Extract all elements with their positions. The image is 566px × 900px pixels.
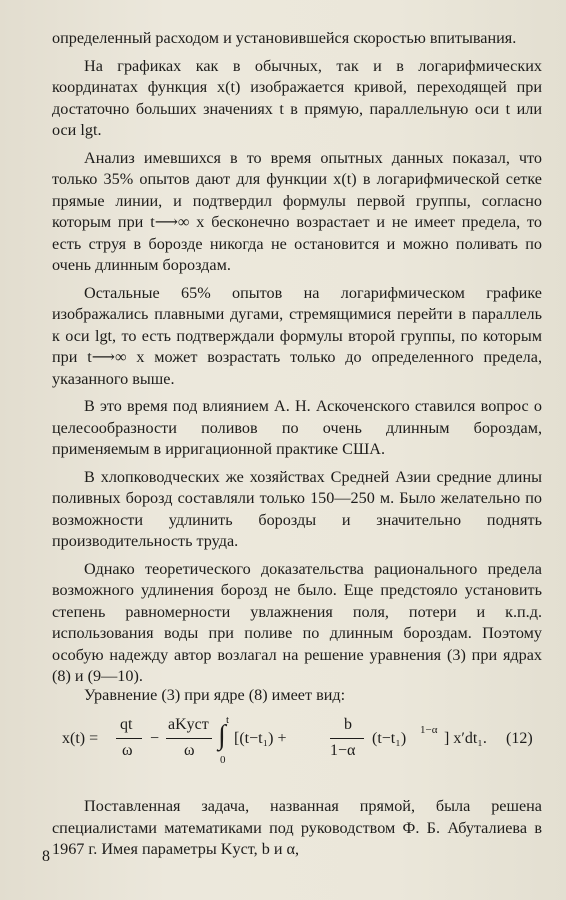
eq-bracket-close: ] x′dt₁.	[444, 730, 487, 747]
eq-frac2-num: aKуст	[168, 716, 209, 733]
eq-frac3-den: 1−α	[330, 742, 356, 759]
eq-frac2-bar	[166, 738, 212, 739]
eq-bracket-2: (t−t₁)	[372, 730, 407, 747]
paragraph-2: Анализ имевшихся в то время опытных данных показал, что только 35% опытов дают для функции x(t) в логарифмической сетке прямые линии, и подтвердил формулы первой группы, согласно которым при t⟶∞ x бесконечно возрастает и не имеет предела, то есть струя в борозде никогда не остановится и можно поливать по очень длинным бороздам.	[52, 148, 542, 274]
eq-frac3-bar	[330, 738, 364, 739]
eq-exponent: 1−α	[420, 724, 438, 736]
paragraph-1: На графиках как в обычных, так и в логарифмических координатах функция x(t) изображается кривой, переходящей при достаточно больших значениях t в прямую, параллельную оси t или оси lgt.	[52, 56, 542, 139]
eq-int-lower: 0	[220, 754, 226, 766]
eq-frac1-bar	[116, 738, 142, 739]
eq-bracket-1: [(t−t₁) +	[234, 730, 287, 747]
paragraph-5: В хлопководческих же хозяйствах Средней Азии средние длины поливных борозд составляли только 150—250 м. Было желательно по возможности удлинить борозды и значительно поднять производительность труда.	[52, 467, 542, 550]
eq-number: (12)	[506, 730, 533, 747]
eq-frac1-den: ω	[122, 742, 133, 759]
eq-integral: ∫	[218, 720, 226, 751]
eq-frac2-den: ω	[184, 742, 195, 759]
eq-frac3-num: b	[344, 716, 352, 733]
paragraph-3: Остальные 65% опытов на логарифмическом графике изображались плавными дугами, стремящимися перейти в параллель к оси lgt, то есть подтверждали формулы второй группы, по которым при t⟶∞ x может возрастать только до определенного предела, указанного выше.	[52, 283, 542, 388]
paragraph-6: Однако теоретического доказательства рационального предела возможного удлинения борозд не было. Еще предстояло установить степень равномерности увлажнения поля, потери и к.п.д. использования воды при поливе по длинным бороздам. Поэтому особую надежду автор возлагал на решение уравнения (3) при ядрах (8) и (9—10).	[52, 559, 542, 685]
page-number: 8	[42, 848, 50, 865]
eq-frac1-num: qt	[120, 716, 133, 733]
paragraph-0: определенный расходом и установившейся скоростью впитывания.	[52, 29, 517, 47]
eq-minus: −	[150, 730, 160, 747]
equation-12	[62, 716, 542, 768]
eq-int-upper: t	[226, 714, 230, 726]
eq-lhs: x(t) =	[62, 730, 99, 747]
body-text	[52, 28, 542, 694]
equation-lead: Уравнение (3) при ядре (8) имеет вид:	[84, 686, 346, 704]
paragraph-4: В это время под влиянием А. Н. Аскоченского ставился вопрос о целесообразности поливов по очень длинным бороздам, применяемым в ирригационной практике США.	[52, 397, 542, 458]
closing-text	[52, 796, 542, 861]
closing-paragraph: Поставленная задача, названная прямой, была решена специалистами математиками под руководством Ф. Б. Абуталиева в 1967 г. Имея параметры Kуст, b и α,	[52, 797, 542, 858]
